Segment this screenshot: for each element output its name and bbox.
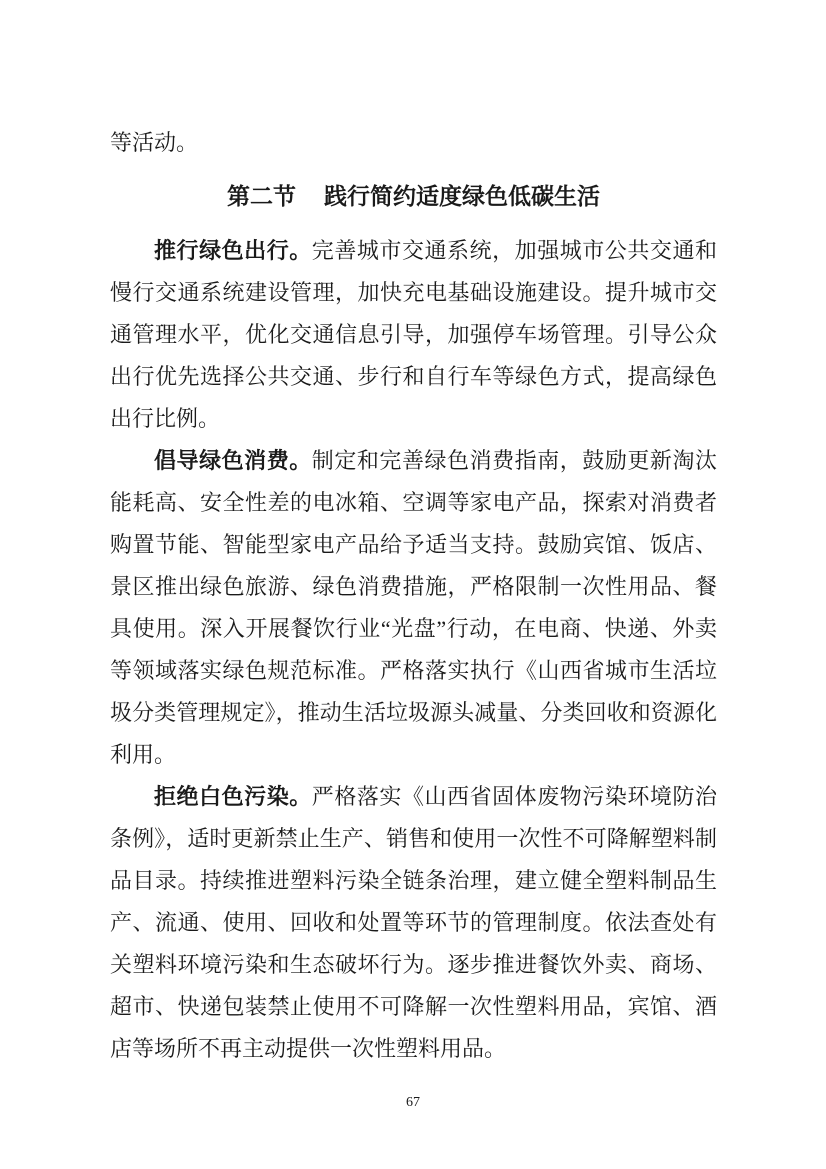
paragraph-lead: 推行绿色出行。: [154, 238, 312, 263]
paragraph-body: 制定和完善绿色消费指南，鼓励更新淘汰能耗高、安全性差的电冰箱、空调等家电产品，探索对消费者购置节能、智能型家电产品给予适当支持。鼓励宾馆、饭店、景区推出绿色旅游、绿色消费措施，严格限制一次性用品、餐具使用。深入开展餐饮行业“光盘”行动，在电商、快递、外卖等领域落实绿色规范标准。严格落实执行《山西省城市生活垃圾分类管理规定》，推动生活垃圾源头减量、分类回收和资源化利用。: [110, 448, 717, 767]
paragraph-body: 完善城市交通系统，加强城市公共交通和慢行交通系统建设管理，加快充电基础设施建设。提升城市交通管理水平，优化交通信息引导，加强停车场管理。引导公众出行优先选择公共交通、步行和自行车等绿色方式，提高绿色出行比例。: [110, 238, 717, 431]
paragraph-white-pollution: [110, 776, 717, 1070]
section-title: 践行简约适度绿色低碳生活: [324, 184, 600, 209]
paragraph-body: 严格落实《山西省固体废物污染环境防治条例》，适时更新禁止生产、销售和使用一次性不可降解塑料制品目录。持续推进塑料污染全链条治理，建立健全塑料制品生产、流通、使用、回收和处置等环节的管理制度。依法查处有关塑料环境污染和生态破坏行为。逐步推进餐饮外卖、商场、超市、快递包装禁止使用不可降解一次性塑料用品，宾馆、酒店等场所不再主动提供一次性塑料用品。: [110, 784, 717, 1061]
page-body: [110, 122, 717, 1070]
section-number: 第二节: [227, 184, 296, 209]
paragraph-green-travel: [110, 230, 717, 440]
paragraph-lead: 倡导绿色消费。: [154, 448, 312, 473]
continuation-text: 等活动。: [110, 130, 199, 155]
paragraph-green-consumption: [110, 440, 717, 776]
section-heading: [110, 176, 717, 218]
paragraph-lead: 拒绝白色污染。: [154, 784, 312, 809]
page-number: 67: [406, 1095, 420, 1110]
